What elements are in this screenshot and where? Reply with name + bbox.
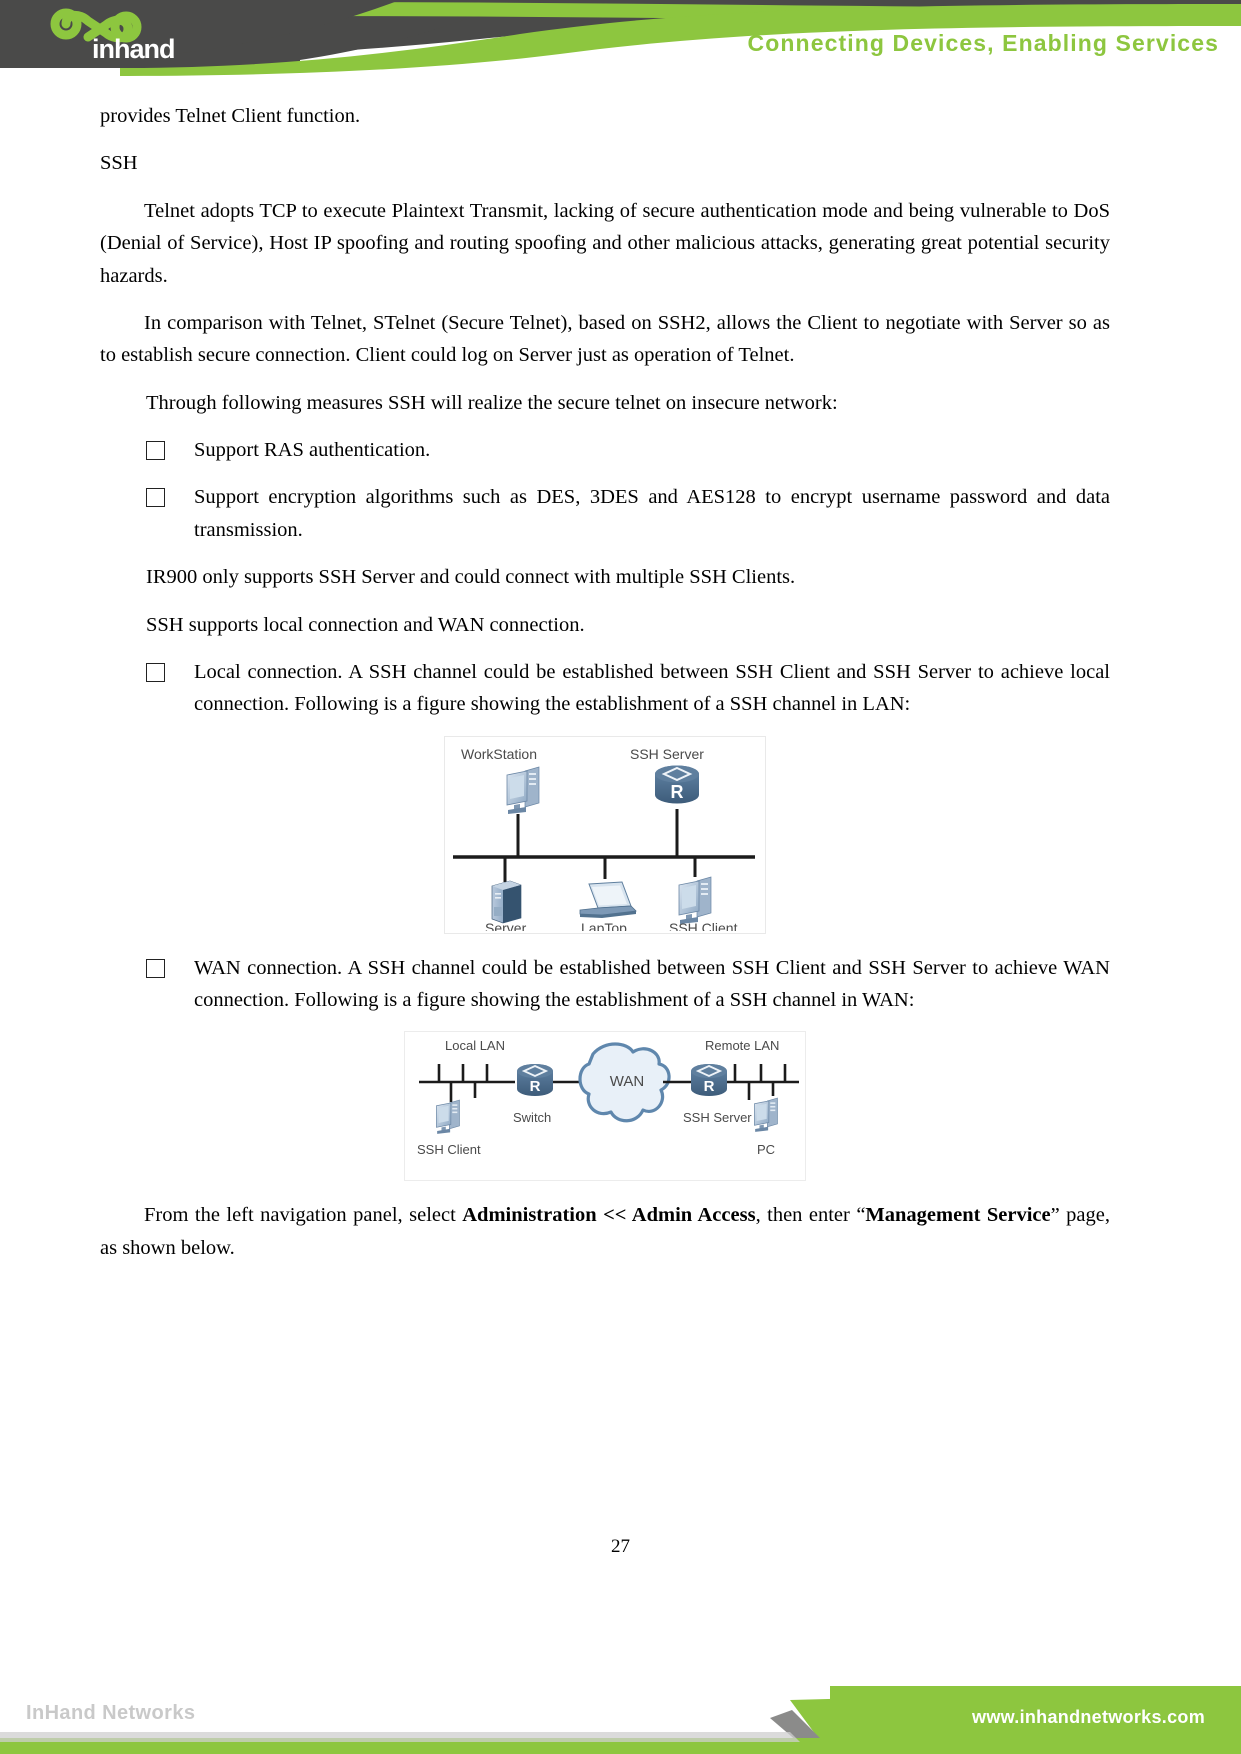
- router-icon: [655, 765, 699, 803]
- closing-prefix: From the left navigation panel, select: [144, 1204, 463, 1227]
- list-item-label: WAN connection. A SSH channel could be established between SSH Client and SSH Server to achieve WAN connection. Following is a figure showing the establishment of a SSH channel in WAN:: [194, 956, 1110, 1011]
- list-item-label: Local connection. A SSH channel could be established between SSH Client and SSH Server to achieve local connection. Following is a figure showing the establishment of a SSH channel in LAN:: [194, 660, 1110, 716]
- page-footer: [0, 1658, 1241, 1754]
- label-ssh-client: SSH Client: [417, 1142, 481, 1158]
- square-bullet-icon: [146, 959, 165, 978]
- svg-text:R: R: [529, 1078, 541, 1096]
- label-server: Server: [485, 919, 527, 931]
- router-icon: [691, 1064, 727, 1096]
- closing-mid: , then enter “: [755, 1204, 866, 1227]
- desktop-workstation-icon: [436, 1100, 459, 1134]
- label-local-lan: Local LAN: [445, 1038, 505, 1054]
- paragraph-1: Telnet adopts TCP to execute Plaintext Transmit, lacking of secure authentication mode and being vulnerable to DoS (Denial of Service), Host IP spoofing and routing spoofing and other malicious attacks, generating great potential security hazards.: [100, 199, 1110, 287]
- closing-suffix: ” page, as shown below.: [100, 1204, 1111, 1259]
- section-heading-ssh: SSH: [100, 152, 138, 175]
- ssh-lan-diagram: [444, 736, 766, 934]
- label-wan: WAN: [609, 1073, 645, 1091]
- footer-website[interactable]: www.inhandnetworks.com: [972, 1707, 1205, 1727]
- router-icon: [517, 1064, 553, 1096]
- ssh-lan-figure: [100, 736, 1110, 934]
- svg-text:R: R: [703, 1078, 715, 1096]
- ssh-wan-diagram: [404, 1031, 806, 1181]
- label-ssh-client: SSH Client: [669, 919, 738, 931]
- svg-text:R: R: [670, 781, 684, 802]
- closing-bold-mgmt: Management Service: [865, 1204, 1051, 1227]
- intro-paragraph: provides Telnet Client function.: [100, 105, 361, 127]
- list-item: [100, 481, 1110, 546]
- desktop-workstation-icon: [507, 767, 539, 814]
- closing-paragraph: [100, 1199, 1110, 1264]
- paragraph-2: In comparison with Telnet, STelnet (Secure Telnet), based on SSH2, allows the Client to negotiate with Server so as to establish secure connection. Client could log on Server just as operation of Telnet.: [100, 311, 1110, 367]
- inhand-logo: [44, 4, 174, 66]
- page-header: [0, 0, 1241, 78]
- label-remote-lan: Remote LAN: [705, 1038, 780, 1054]
- label-laptop: LapTop: [581, 919, 627, 931]
- square-bullet-icon: [146, 441, 165, 460]
- closing-bold-admin: Administration << Admin Access: [462, 1204, 756, 1227]
- paragraph-5: SSH supports local connection and WAN connection.: [146, 613, 585, 636]
- server-tower-icon: [492, 881, 521, 923]
- square-bullet-icon: [146, 488, 165, 507]
- ssh-wan-diagram-graphic: [405, 1032, 803, 1178]
- ssh-wan-figure: [100, 1031, 1110, 1181]
- laptop-icon: [580, 882, 636, 918]
- list-item-label: Support RAS authentication.: [194, 439, 431, 461]
- cloud-icon: [580, 1044, 669, 1121]
- list-item: [100, 434, 1110, 466]
- label-pc: PC: [757, 1142, 776, 1158]
- square-bullet-icon: [146, 663, 165, 682]
- ssh-lan-diagram-graphic: [445, 737, 763, 931]
- paragraph-4: IR900 only supports SSH Server and could connect with multiple SSH Clients.: [146, 566, 796, 589]
- list-item: [100, 952, 1110, 1017]
- label-switch: Switch: [513, 1110, 552, 1126]
- document-content: [100, 100, 1110, 1279]
- desktop-workstation-icon: [679, 877, 711, 924]
- page-number: 27: [611, 1536, 630, 1557]
- label-ssh-server: SSH Server: [683, 1110, 752, 1126]
- footer-company: InHand Networks: [26, 1702, 196, 1724]
- list-item: [100, 656, 1110, 721]
- header-tagline: Connecting Devices, Enabling Services: [747, 30, 1219, 56]
- label-ssh-server: SSH Server: [630, 745, 704, 762]
- paragraph-3: Through following measures SSH will realize the secure telnet on insecure network:: [146, 391, 838, 414]
- desktop-workstation-icon: [754, 1098, 777, 1132]
- list-item-label: Support encryption algorithms such as DES, 3DES and AES128 to encrypt username password and data transmission.: [194, 486, 1110, 541]
- logo-wordmark: inhand: [92, 34, 175, 64]
- label-workstation: WorkStation: [461, 745, 537, 762]
